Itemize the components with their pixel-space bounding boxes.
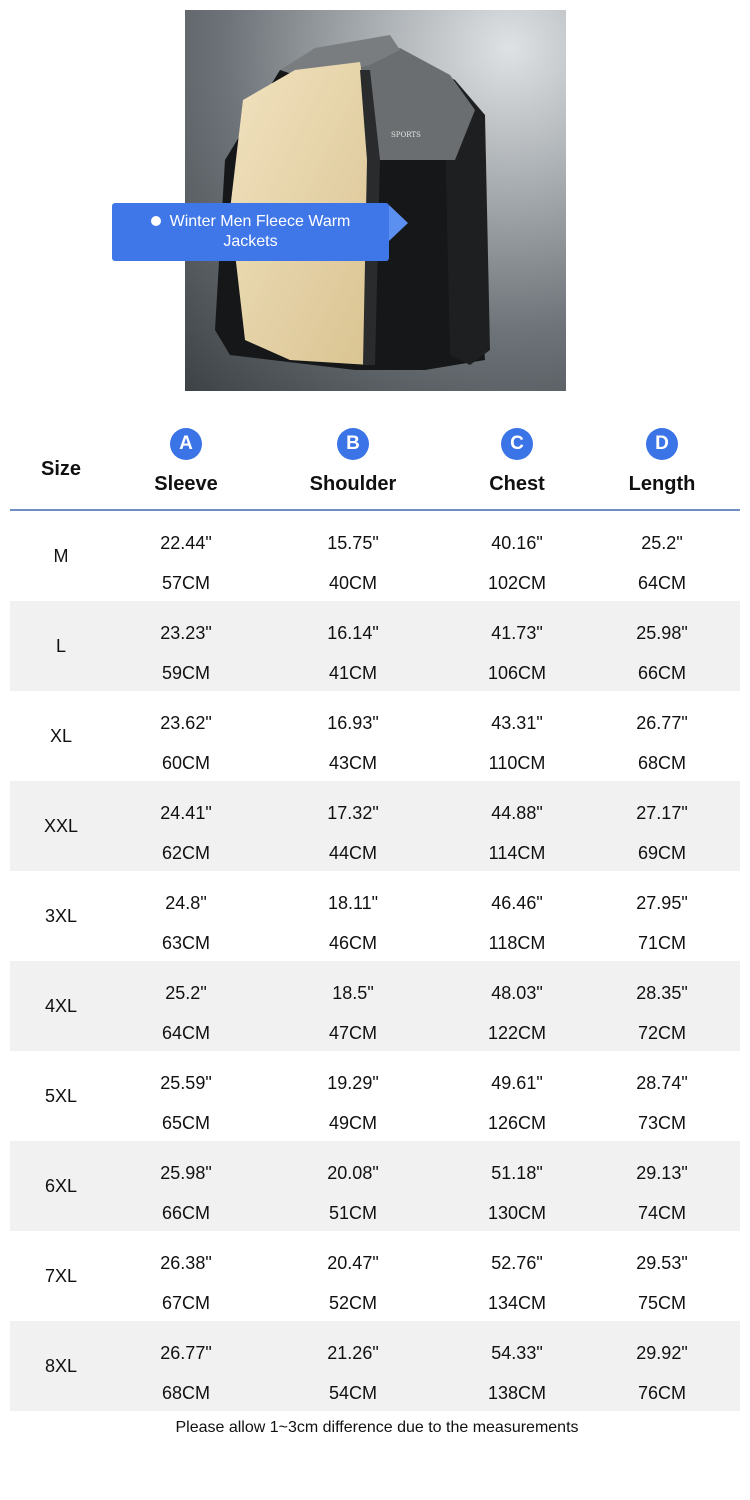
jacket-illustration (185, 10, 566, 391)
length-cell (597, 781, 727, 871)
length-cell (597, 601, 727, 691)
table-row (10, 1321, 740, 1411)
sleeve-cell (121, 511, 251, 601)
sleeve-cell (121, 1051, 251, 1141)
shoulder-cell (288, 601, 418, 691)
size-cell: XL (49, 725, 73, 746)
shoulder-header-label: Shoulder (309, 473, 397, 495)
chest-cell (452, 1231, 582, 1321)
shoulder-cm: 52CM (328, 1293, 377, 1313)
table-row (10, 1231, 740, 1321)
length-inches: 25.98" (636, 623, 688, 643)
length-inches: 29.53" (636, 1253, 688, 1273)
label-pointer-icon (389, 205, 408, 241)
length-cm: 73CM (637, 1113, 686, 1133)
shoulder-inches: 17.32" (327, 803, 379, 823)
sleeve-inches: 26.77" (160, 1343, 212, 1363)
length-cell (597, 1051, 727, 1141)
shoulder-cm: 54CM (328, 1383, 377, 1403)
chest-cm: 126CM (487, 1113, 547, 1133)
length-inches: 27.95" (636, 893, 688, 913)
sleeve-inches: 25.59" (160, 1073, 212, 1093)
length-cm: 76CM (637, 1383, 686, 1403)
length-inches: 29.92" (636, 1343, 688, 1363)
badge-b: B (337, 428, 369, 460)
chest-cell (452, 1141, 582, 1231)
table-row (10, 601, 740, 691)
sleeve-cell (121, 601, 251, 691)
sleeve-cell (121, 781, 251, 871)
size-cell: 8XL (44, 1355, 78, 1376)
sleeve-cell (121, 961, 251, 1051)
shoulder-cm: 51CM (328, 1203, 377, 1223)
table-row (10, 1141, 740, 1231)
size-column-header: Size (40, 458, 82, 480)
length-inches: 27.17" (636, 803, 688, 823)
chest-inches: 48.03" (491, 983, 543, 1003)
shoulder-cell (288, 511, 418, 601)
sleeve-inches: 25.2" (165, 983, 207, 1003)
chest-cell (452, 961, 582, 1051)
length-cm: 75CM (637, 1293, 686, 1313)
length-cell (597, 511, 727, 601)
badge-a: A (170, 428, 202, 460)
sleeve-inches: 26.38" (160, 1253, 212, 1273)
length-inches: 25.2" (641, 533, 683, 553)
length-header-label: Length (628, 473, 696, 495)
chest-inches: 52.76" (491, 1253, 543, 1273)
sleeve-cell (121, 1141, 251, 1231)
chest-inches: 43.31" (491, 713, 543, 733)
sleeve-inches: 24.41" (160, 803, 212, 823)
sleeve-cm: 66CM (161, 1203, 210, 1223)
badge-c: C (501, 428, 533, 460)
sleeve-cm: 64CM (161, 1023, 210, 1043)
shoulder-inches: 16.93" (327, 713, 379, 733)
length-cell (597, 691, 727, 781)
sleeve-cm: 59CM (161, 663, 210, 683)
size-cell: XXL (43, 815, 79, 836)
sleeve-column-header (121, 425, 251, 496)
shoulder-inches: 16.14" (327, 623, 379, 643)
chest-cm: 138CM (487, 1383, 547, 1403)
shoulder-inches: 20.08" (327, 1163, 379, 1183)
table-row (10, 1051, 740, 1141)
shoulder-inches: 21.26" (327, 1343, 379, 1363)
chest-cm: 130CM (487, 1203, 547, 1223)
shoulder-column-header (288, 425, 418, 496)
size-cell: 3XL (44, 905, 78, 926)
shoulder-cm: 49CM (328, 1113, 377, 1133)
table-row (10, 961, 740, 1051)
sleeve-inches: 23.23" (160, 623, 212, 643)
chest-inches: 40.16" (491, 533, 543, 553)
chest-cell (452, 511, 582, 601)
length-cm: 69CM (637, 843, 686, 863)
sleeve-inches: 22.44" (160, 533, 212, 553)
jacket-logo-text: SPORTS (391, 131, 421, 139)
sleeve-cm: 60CM (161, 753, 210, 773)
chest-header-label: Chest (489, 473, 545, 495)
chest-inches: 49.61" (491, 1073, 543, 1093)
shoulder-inches: 19.29" (327, 1073, 379, 1093)
sleeve-cm: 62CM (161, 843, 210, 863)
chest-cm: 106CM (487, 663, 547, 683)
chest-inches: 41.73" (491, 623, 543, 643)
sleeve-cell (121, 1321, 251, 1411)
shoulder-cm: 44CM (328, 843, 377, 863)
chest-cm: 118CM (488, 933, 546, 953)
length-cm: 71CM (637, 933, 686, 953)
sleeve-inches: 24.8" (165, 893, 207, 913)
table-row (10, 511, 740, 601)
shoulder-cell (288, 961, 418, 1051)
length-cm: 66CM (637, 663, 686, 683)
chest-cm: 122CM (487, 1023, 547, 1043)
chest-cell (452, 1321, 582, 1411)
shoulder-cell (288, 1231, 418, 1321)
size-cell: L (55, 635, 66, 656)
length-cm: 74CM (637, 1203, 686, 1223)
sleeve-cm: 67CM (161, 1293, 210, 1313)
chest-column-header (452, 425, 582, 496)
shoulder-inches: 15.75" (327, 533, 379, 553)
size-table-header (10, 425, 740, 510)
chest-cell (452, 691, 582, 781)
table-row (10, 691, 740, 781)
length-cell (597, 1231, 727, 1321)
length-inches: 28.35" (636, 983, 688, 1003)
chest-cell (452, 1051, 582, 1141)
size-cell: M (53, 545, 69, 566)
shoulder-cell (288, 1321, 418, 1411)
chest-inches: 51.18" (491, 1163, 543, 1183)
length-cm: 64CM (637, 573, 686, 593)
shoulder-cell (288, 1051, 418, 1141)
size-cell: 4XL (44, 995, 78, 1016)
size-cell: 7XL (44, 1265, 78, 1286)
chest-inches: 54.33" (491, 1343, 543, 1363)
shoulder-cm: 40CM (328, 573, 377, 593)
chest-cell (452, 601, 582, 691)
sleeve-inches: 23.62" (160, 713, 212, 733)
length-cm: 72CM (637, 1023, 686, 1043)
length-inches: 26.77" (636, 713, 688, 733)
sleeve-inches: 25.98" (160, 1163, 212, 1183)
shoulder-cell (288, 871, 418, 961)
shoulder-cm: 43CM (328, 753, 377, 773)
chest-cm: 102CM (487, 573, 547, 593)
product-label (112, 203, 389, 261)
shoulder-cm: 46CM (328, 933, 377, 953)
shoulder-cm: 41CM (328, 663, 377, 683)
chest-cm: 134CM (487, 1293, 547, 1313)
sleeve-cm: 63CM (161, 933, 210, 953)
shoulder-inches: 18.11" (327, 893, 379, 913)
shoulder-cm: 47CM (328, 1023, 377, 1043)
chest-inches: 44.88" (491, 803, 543, 823)
length-cm: 68CM (637, 753, 686, 773)
sleeve-header-label: Sleeve (154, 473, 218, 495)
sleeve-cell (121, 691, 251, 781)
chest-cm: 114CM (488, 843, 546, 863)
sleeve-cm: 65CM (161, 1113, 210, 1133)
sleeve-cm: 68CM (161, 1383, 210, 1403)
length-cell (597, 961, 727, 1051)
sleeve-cm: 57CM (161, 573, 210, 593)
chest-cell (452, 781, 582, 871)
size-cell: 5XL (44, 1085, 78, 1106)
length-cell (597, 1141, 727, 1231)
length-cell (597, 1321, 727, 1411)
product-photo (185, 10, 566, 391)
bullet-dot-icon (151, 216, 161, 226)
length-inches: 28.74" (636, 1073, 688, 1093)
sleeve-cell (121, 1231, 251, 1321)
size-table-body (10, 511, 740, 1411)
shoulder-cell (288, 1141, 418, 1231)
measurement-note: Please allow 1~3cm difference due to the measurements (175, 1419, 579, 1436)
shoulder-cell (288, 781, 418, 871)
length-column-header (597, 425, 727, 496)
length-cell (597, 871, 727, 961)
shoulder-cell (288, 691, 418, 781)
chest-cell (452, 871, 582, 961)
length-inches: 29.13" (636, 1163, 688, 1183)
badge-d: D (646, 428, 678, 460)
product-label-text: Winter Men Fleece Warm Jackets (169, 213, 351, 250)
table-row (10, 871, 740, 961)
shoulder-inches: 18.5" (332, 983, 374, 1003)
shoulder-inches: 20.47" (327, 1253, 379, 1273)
chest-cm: 110CM (488, 753, 546, 773)
chest-inches: 46.46" (491, 893, 543, 913)
size-cell: 6XL (44, 1175, 78, 1196)
sleeve-cell (121, 871, 251, 961)
table-row (10, 781, 740, 871)
